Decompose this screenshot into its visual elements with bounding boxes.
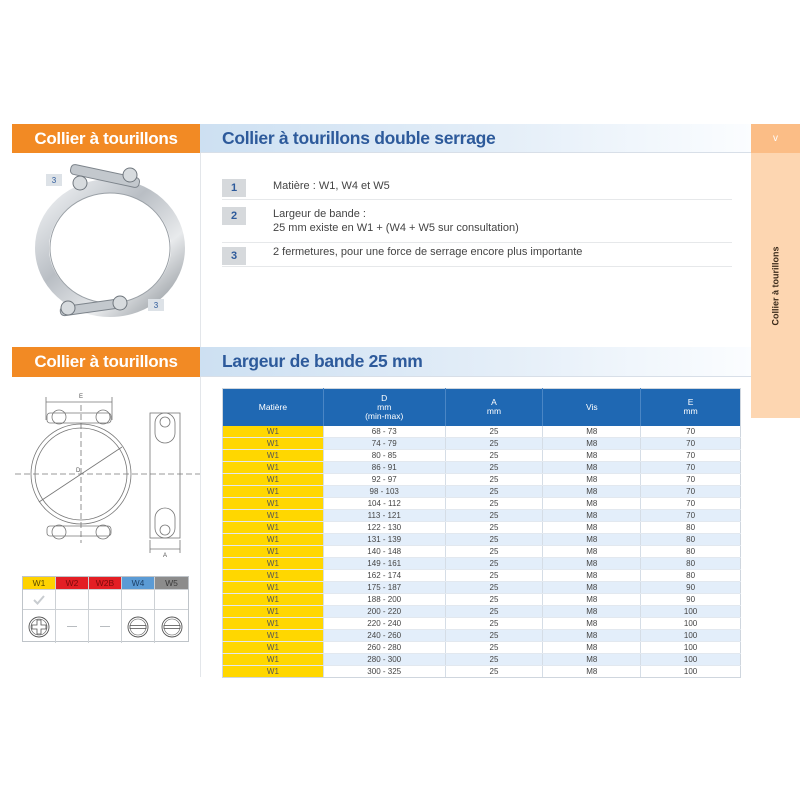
screw-w2 xyxy=(56,610,89,643)
table-row xyxy=(223,438,741,450)
dim-label-e: E xyxy=(79,394,84,400)
cell-e: 70 xyxy=(641,462,741,474)
col-header-a: A mm xyxy=(445,389,543,426)
callout-3-top: 3 xyxy=(46,174,62,186)
cell-vis: M8 xyxy=(543,630,641,642)
slotted-screw-icon xyxy=(127,616,149,638)
product-photo xyxy=(20,163,200,323)
cell-e: 100 xyxy=(641,606,741,618)
hose-clamp-photo-icon xyxy=(20,163,200,323)
cell-e: 70 xyxy=(641,498,741,510)
table-row xyxy=(223,534,741,546)
category-label-2: Collier à tourillons xyxy=(12,347,200,377)
col-header-e: E mm xyxy=(641,389,741,426)
cell-d: 98 - 103 xyxy=(323,486,445,498)
availability-w1 xyxy=(23,590,56,610)
cell-e: 70 xyxy=(641,450,741,462)
cell-matiere: W1 xyxy=(223,558,324,570)
cell-a: 25 xyxy=(445,438,543,450)
cell-vis: M8 xyxy=(543,594,641,606)
cell-vis: M8 xyxy=(543,558,641,570)
phillips-screw-icon xyxy=(28,616,50,638)
cell-e: 80 xyxy=(641,570,741,582)
side-tab-label-wrap xyxy=(751,153,800,418)
cell-matiere: W1 xyxy=(223,510,324,522)
availability-w2b xyxy=(89,590,122,610)
cell-d: 149 - 161 xyxy=(323,558,445,570)
cell-a: 25 xyxy=(445,594,543,606)
cell-e: 80 xyxy=(641,558,741,570)
material-w1: W1 xyxy=(23,577,56,590)
table-body xyxy=(223,426,741,678)
material-w5: W5 xyxy=(155,577,188,590)
feature-item xyxy=(222,245,732,267)
cell-a: 25 xyxy=(445,618,543,630)
table-row xyxy=(223,606,741,618)
cell-vis: M8 xyxy=(543,546,641,558)
cell-d: 300 - 325 xyxy=(323,666,445,678)
cell-d: 260 - 280 xyxy=(323,642,445,654)
table-row xyxy=(223,546,741,558)
cell-a: 25 xyxy=(445,522,543,534)
cell-e: 100 xyxy=(641,630,741,642)
cell-a: 25 xyxy=(445,630,543,642)
cell-d: 74 - 79 xyxy=(323,438,445,450)
material-w2b: W2B xyxy=(89,577,122,590)
availability-w5 xyxy=(155,590,188,610)
cell-a: 25 xyxy=(445,582,543,594)
cell-d: 188 - 200 xyxy=(323,594,445,606)
cell-matiere: W1 xyxy=(223,594,324,606)
cell-e: 70 xyxy=(641,426,741,438)
table-row xyxy=(223,570,741,582)
cell-matiere: W1 xyxy=(223,618,324,630)
cell-vis: M8 xyxy=(543,462,641,474)
material-w2: W2 xyxy=(56,577,89,590)
cell-matiere: W1 xyxy=(223,522,324,534)
check-icon xyxy=(33,595,45,605)
cell-d: 92 - 97 xyxy=(323,474,445,486)
cell-e: 70 xyxy=(641,486,741,498)
cell-a: 25 xyxy=(445,654,543,666)
table-row xyxy=(223,582,741,594)
col-header-matiere: Matière xyxy=(223,389,324,426)
cell-a: 25 xyxy=(445,570,543,582)
cell-a: 25 xyxy=(445,474,543,486)
cell-matiere: W1 xyxy=(223,630,324,642)
cell-vis: M8 xyxy=(543,498,641,510)
cell-vis: M8 xyxy=(543,510,641,522)
cell-matiere: W1 xyxy=(223,534,324,546)
cell-d: 200 - 220 xyxy=(323,606,445,618)
table-row xyxy=(223,654,741,666)
availability-w4 xyxy=(122,590,155,610)
availability-w2 xyxy=(56,590,89,610)
screw-w1 xyxy=(23,610,56,643)
cell-d: 280 - 300 xyxy=(323,654,445,666)
cell-d: 240 - 260 xyxy=(323,630,445,642)
dash-icon xyxy=(100,626,110,627)
cell-e: 70 xyxy=(641,510,741,522)
cell-a: 25 xyxy=(445,426,543,438)
cell-d: 68 - 73 xyxy=(323,426,445,438)
cell-matiere: W1 xyxy=(223,498,324,510)
feature-text: Matière : W1, W4 et W5 xyxy=(273,180,390,192)
cell-e: 100 xyxy=(641,642,741,654)
material-w4: W4 xyxy=(122,577,155,590)
cell-vis: M8 xyxy=(543,426,641,438)
table-row xyxy=(223,474,741,486)
cell-d: 131 - 139 xyxy=(323,534,445,546)
cell-d: 175 - 187 xyxy=(323,582,445,594)
table-row xyxy=(223,510,741,522)
cell-a: 25 xyxy=(445,450,543,462)
cell-vis: M8 xyxy=(543,666,641,678)
cell-e: 70 xyxy=(641,438,741,450)
screw-w2b xyxy=(89,610,122,643)
cell-e: 90 xyxy=(641,582,741,594)
cell-vis: M8 xyxy=(543,522,641,534)
cell-matiere: W1 xyxy=(223,570,324,582)
cell-a: 25 xyxy=(445,558,543,570)
cell-d: 122 - 130 xyxy=(323,522,445,534)
cell-e: 100 xyxy=(641,666,741,678)
cell-vis: M8 xyxy=(543,570,641,582)
cell-matiere: W1 xyxy=(223,486,324,498)
cell-d: 162 - 174 xyxy=(323,570,445,582)
feature-text-line: 25 mm existe en W1 + (W4 + W5 sur consultation) xyxy=(273,222,519,234)
cell-d: 220 - 240 xyxy=(323,618,445,630)
dash-icon xyxy=(67,626,77,627)
col-header-vis: Vis xyxy=(543,389,641,426)
cell-vis: M8 xyxy=(543,534,641,546)
cell-vis: M8 xyxy=(543,486,641,498)
cell-a: 25 xyxy=(445,606,543,618)
chevron-down-icon: v xyxy=(773,133,778,144)
slotted-screw-icon xyxy=(161,616,183,638)
screw-w5 xyxy=(155,610,188,643)
cell-matiere: W1 xyxy=(223,642,324,654)
cell-e: 90 xyxy=(641,594,741,606)
feature-item xyxy=(222,179,732,200)
cell-matiere: W1 xyxy=(223,606,324,618)
feature-number: 1 xyxy=(222,179,246,197)
section-title-2: Largeur de bande 25 mm xyxy=(200,347,751,377)
cell-matiere: W1 xyxy=(223,654,324,666)
feature-text: 2 fermetures, pour une force de serrage encore plus importante xyxy=(273,246,583,258)
table-header-row xyxy=(223,389,741,426)
cell-e: 80 xyxy=(641,534,741,546)
feature-text-line: Largeur de bande : xyxy=(273,208,366,220)
cell-matiere: W1 xyxy=(223,462,324,474)
table-row xyxy=(223,498,741,510)
cell-a: 25 xyxy=(445,666,543,678)
table-row xyxy=(223,594,741,606)
spec-table xyxy=(222,388,741,678)
cell-a: 25 xyxy=(445,498,543,510)
table-row xyxy=(223,666,741,678)
cell-a: 25 xyxy=(445,462,543,474)
cell-d: 113 - 121 xyxy=(323,510,445,522)
column-divider xyxy=(200,153,201,347)
cell-vis: M8 xyxy=(543,438,641,450)
technical-drawing xyxy=(15,385,200,565)
cell-e: 80 xyxy=(641,546,741,558)
feature-number: 2 xyxy=(222,207,246,225)
table-row xyxy=(223,618,741,630)
cell-matiere: W1 xyxy=(223,426,324,438)
cell-vis: M8 xyxy=(543,582,641,594)
side-tab-chevron[interactable] xyxy=(751,124,800,153)
cell-e: 100 xyxy=(641,654,741,666)
cell-vis: M8 xyxy=(543,654,641,666)
feature-number: 3 xyxy=(222,247,246,265)
cell-d: 140 - 148 xyxy=(323,546,445,558)
cell-d: 80 - 85 xyxy=(323,450,445,462)
cell-e: 80 xyxy=(641,522,741,534)
cell-vis: M8 xyxy=(543,450,641,462)
side-tab-label: Collier à tourillons xyxy=(770,245,781,326)
cell-vis: M8 xyxy=(543,474,641,486)
cell-matiere: W1 xyxy=(223,474,324,486)
cell-matiere: W1 xyxy=(223,450,324,462)
cell-matiere: W1 xyxy=(223,582,324,594)
cell-e: 70 xyxy=(641,474,741,486)
section-title-1: Collier à tourillons double serrage xyxy=(200,124,751,153)
cell-vis: M8 xyxy=(543,642,641,654)
cell-matiere: W1 xyxy=(223,666,324,678)
cell-a: 25 xyxy=(445,534,543,546)
cell-a: 25 xyxy=(445,486,543,498)
table-row xyxy=(223,558,741,570)
table-row xyxy=(223,642,741,654)
dim-label-d: D xyxy=(76,468,81,474)
dim-label-a: A xyxy=(163,553,168,559)
screw-w4 xyxy=(122,610,155,643)
material-grid xyxy=(22,576,189,642)
cell-e: 100 xyxy=(641,618,741,630)
cell-a: 25 xyxy=(445,642,543,654)
cell-matiere: W1 xyxy=(223,438,324,450)
cell-vis: M8 xyxy=(543,618,641,630)
table-row xyxy=(223,486,741,498)
cell-d: 86 - 91 xyxy=(323,462,445,474)
table-row xyxy=(223,630,741,642)
cell-d: 104 - 112 xyxy=(323,498,445,510)
cell-a: 25 xyxy=(445,510,543,522)
cell-vis: M8 xyxy=(543,606,641,618)
feature-item xyxy=(222,207,732,243)
column-divider xyxy=(200,377,201,677)
callout-3-bottom: 3 xyxy=(148,299,164,311)
table-row xyxy=(223,450,741,462)
feature-text xyxy=(273,207,519,235)
cell-a: 25 xyxy=(445,546,543,558)
col-header-d: D mm (min-max) xyxy=(323,389,445,426)
table-row xyxy=(223,426,741,438)
table-row xyxy=(223,462,741,474)
table-row xyxy=(223,522,741,534)
category-label-1: Collier à tourillons xyxy=(12,124,200,153)
cell-matiere: W1 xyxy=(223,546,324,558)
